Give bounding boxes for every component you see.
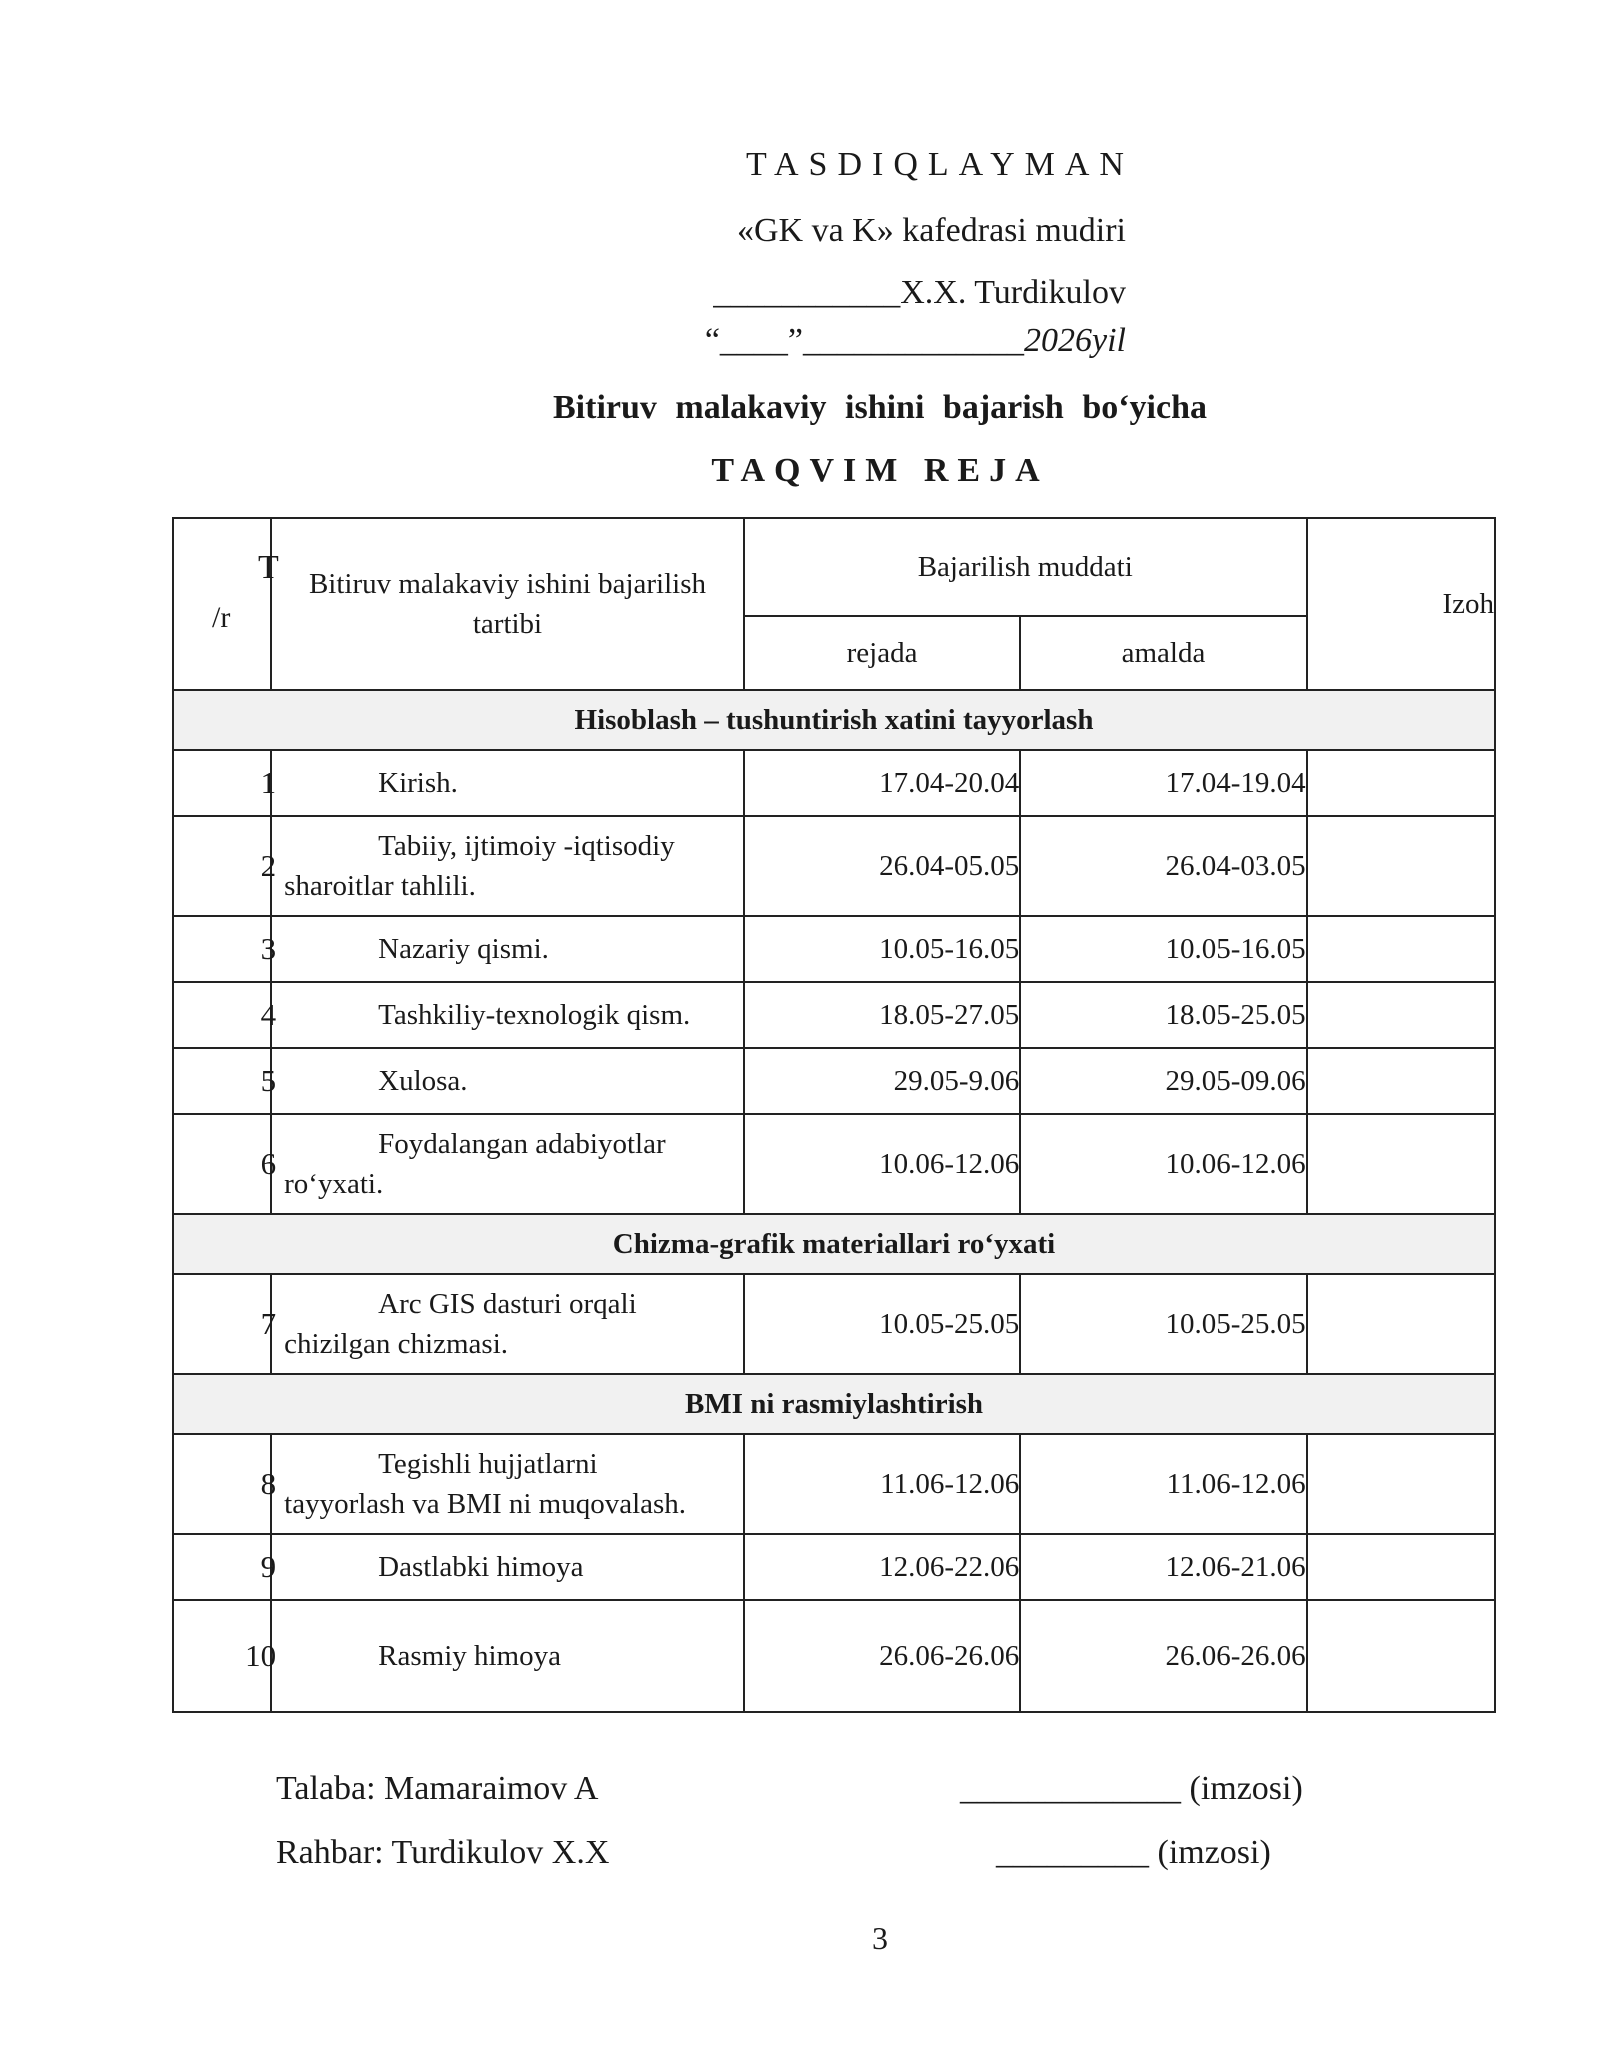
section-title: Chizma-grafik materiallari ro‘yxati [173,1214,1495,1274]
section-title: BMI ni rasmiylashtirish [173,1374,1495,1434]
row-task [271,750,744,816]
row-note [1307,916,1495,982]
row-number [173,1114,277,1214]
section-row [173,1214,1495,1274]
advisor-label: Rahbar: Turdikulov X.X [276,1834,610,1871]
table-row [173,1434,1495,1534]
row-task-line1: Arc GIS dasturi orqali [378,1288,637,1320]
row-number-value: 10 [245,1638,277,1673]
row-actual-date: 11.06-12.06 [1020,1434,1306,1534]
header-planned: rejada [744,616,1020,690]
row-task [271,1048,744,1114]
row-planned-date: 29.05-9.06 [744,1048,1020,1114]
date-blank: “____”_____________ [704,322,1025,359]
row-number [173,916,277,982]
row-task-line1: Dastlabki himoya [378,1551,584,1583]
row-note [1307,1048,1495,1114]
row-task-line1: Rasmiy himoya [378,1640,561,1672]
row-actual-date: 18.05-25.05 [1020,982,1306,1048]
table-row [173,982,1495,1048]
row-number [173,1534,277,1600]
document-title: TAQVIM REJA [711,452,1049,489]
student-label: Talaba: Mamaraimov A [276,1770,599,1807]
row-planned-date: 26.06-26.06 [744,1600,1020,1712]
row-actual-date: 12.06-21.06 [1020,1534,1306,1600]
row-planned-date: 10.05-25.05 [744,1274,1020,1374]
row-note [1307,1534,1495,1600]
row-note [1307,1434,1495,1534]
table-row [173,1048,1495,1114]
row-number [173,816,277,916]
row-planned-date: 10.06-12.06 [744,1114,1020,1214]
row-planned-date: 12.06-22.06 [744,1534,1020,1600]
row-task-line1: Tashkiliy-texnologik qism. [378,999,691,1031]
approval-title: TASDIQLAYMAN [745,146,1134,183]
row-task [271,916,744,982]
row-task-line1: Nazariy qismi. [378,933,549,965]
row-number-value: 8 [260,1466,277,1501]
page-number: 3 [872,1920,888,1956]
table-row [173,1600,1495,1712]
table-row [173,1534,1495,1600]
row-note [1307,816,1495,916]
row-task-line2: ro‘yxati. [284,1168,384,1200]
row-task-line2: chizilgan chizmasi. [284,1328,508,1360]
row-task [271,1534,744,1600]
row-planned-date: 26.04-05.05 [744,816,1020,916]
advisor-signature: _________ (imzosi) [996,1834,1271,1871]
row-number-value: 3 [260,931,277,966]
row-note [1307,1274,1495,1374]
header-duration: Bajarilish muddati [744,518,1307,616]
table-row [173,816,1495,916]
row-actual-date: 26.06-26.06 [1020,1600,1306,1712]
section-row [173,1374,1495,1434]
approval-year: 2026yil [1024,322,1126,359]
table-header-row [173,518,1495,616]
row-task-line1: Tegishli hujjatlarni [378,1448,598,1480]
row-number [173,982,277,1048]
table-row [173,1274,1495,1374]
row-task [271,1114,744,1214]
row-note [1307,982,1495,1048]
document-subtitle: Bitiruv malakaviy ishini bajarish bo‘yicha [553,389,1207,426]
row-planned-date: 11.06-12.06 [744,1434,1020,1534]
row-task [271,816,744,916]
row-number [173,1600,277,1712]
row-number-value: 9 [260,1549,277,1584]
header-number [173,518,279,690]
table-row [173,1114,1495,1214]
department-head-label: «GK va K» kafedrasi mudiri [736,212,1126,249]
row-note [1307,750,1495,816]
row-number [173,1048,277,1114]
row-number-value: 4 [260,997,277,1032]
header-number-bottom: /r [212,601,231,634]
row-actual-date: 10.06-12.06 [1020,1114,1306,1214]
row-actual-date: 26.04-03.05 [1020,816,1306,916]
header-actual: amalda [1020,616,1306,690]
row-actual-date: 10.05-16.05 [1020,916,1306,982]
section-row [173,690,1495,750]
header-note: Izoh [1307,518,1495,690]
row-planned-date: 18.05-27.05 [744,982,1020,1048]
header-number-top: T [258,549,279,586]
table-body [173,690,1495,1712]
approval-date-line [705,322,1126,360]
row-number [173,750,277,816]
calendar-plan-table [172,517,1496,1713]
row-planned-date: 10.05-16.05 [744,916,1020,982]
row-actual-date: 10.05-25.05 [1020,1274,1306,1374]
row-number-value: 2 [260,848,277,883]
row-note [1307,1114,1495,1214]
row-planned-date: 17.04-20.04 [744,750,1020,816]
header-task: Bitiruv malakaviy ishini bajarilish tartibi [271,518,744,690]
table-row [173,750,1495,816]
section-title: Hisoblash – tushuntirish xatini tayyorlash [173,690,1495,750]
row-task [271,1434,744,1534]
row-actual-date: 29.05-09.06 [1020,1048,1306,1114]
row-task-line1: Kirish. [378,767,458,799]
row-number [173,1274,277,1374]
row-task-line2: sharoitlar tahlili. [284,870,476,902]
row-task-line1: Xulosa. [378,1065,468,1097]
row-task [271,1600,744,1712]
table-row [173,916,1495,982]
row-task-line2: tayyorlash va BMI ni muqovalash. [284,1488,687,1520]
row-task [271,1274,744,1374]
student-signature: _____________ (imzosi) [960,1770,1303,1807]
row-task-line1: Tabiiy, ijtimoiy -iqtisodiy [378,830,675,862]
row-number [173,1434,277,1534]
row-task-line1: Foydalangan adabiyotlar [378,1128,666,1160]
row-number-value: 7 [260,1306,277,1341]
row-note [1307,1600,1495,1712]
row-number-value: 1 [260,765,277,800]
row-actual-date: 17.04-19.04 [1020,750,1306,816]
row-number-value: 5 [260,1063,277,1098]
row-number-value: 6 [260,1146,277,1181]
row-task [271,982,744,1048]
approver-signature-line: ___________X.X. Turdikulov [713,274,1126,311]
